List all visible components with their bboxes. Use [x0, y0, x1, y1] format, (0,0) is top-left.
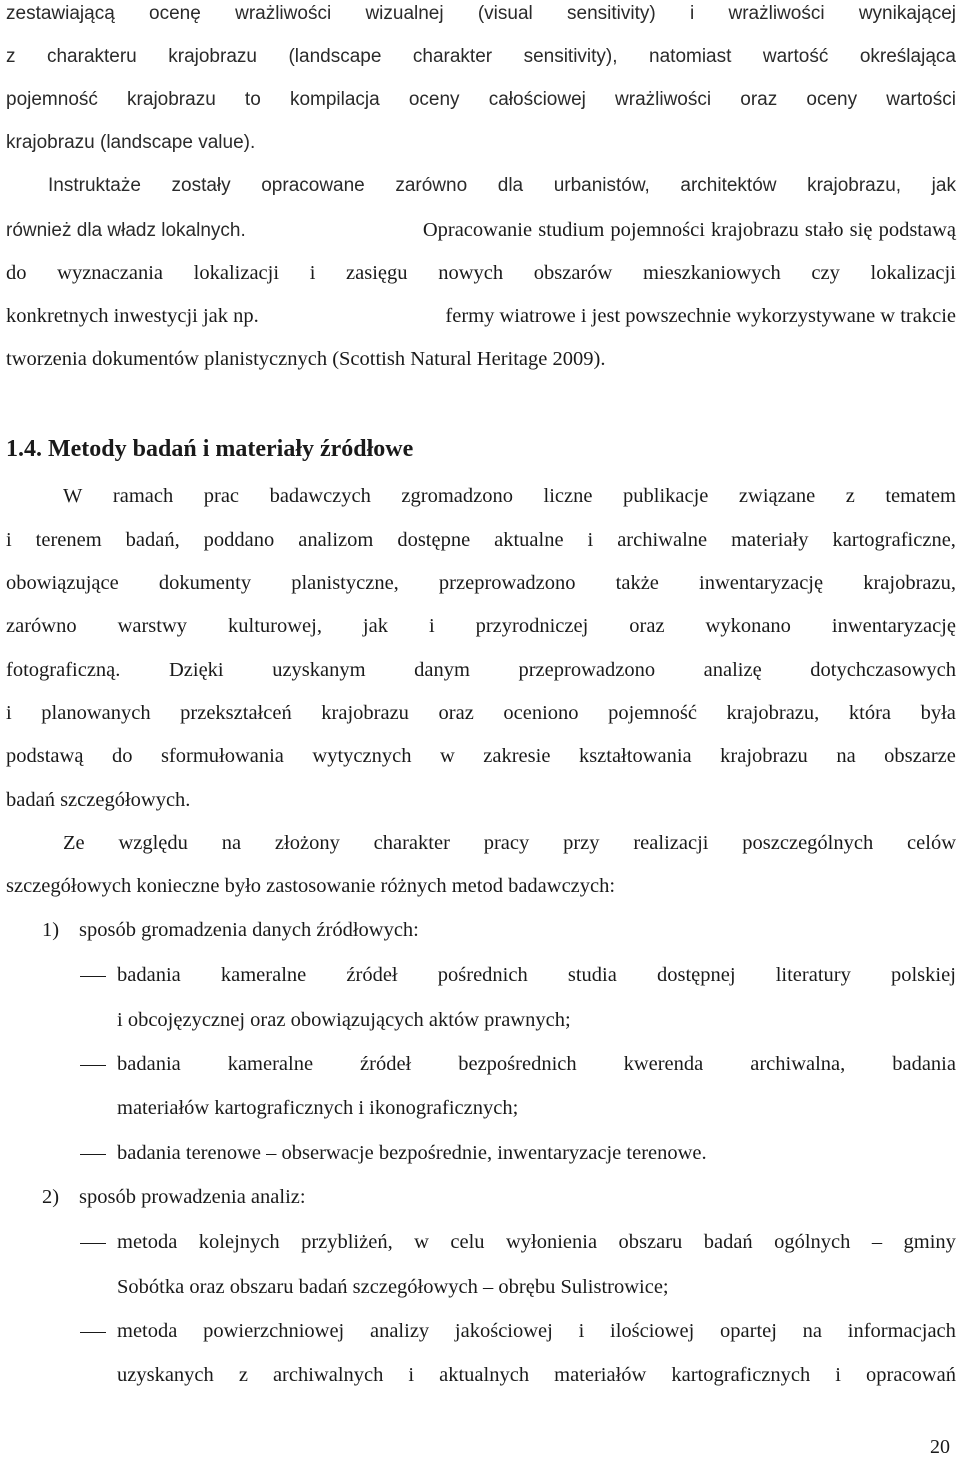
word: liczne: [543, 485, 593, 507]
word: kartograficznych: [671, 1364, 811, 1386]
word: źródeł: [346, 964, 398, 986]
word: badań: [703, 1231, 753, 1253]
word: gminy: [903, 1231, 956, 1253]
word: źródeł: [360, 1053, 412, 1075]
word: badania: [117, 964, 181, 986]
word: terenem: [35, 529, 102, 551]
word: to: [244, 89, 261, 110]
paragraph-3-line: [6, 530, 956, 551]
word: tematem: [885, 485, 956, 507]
paragraph-1-line: krajobrazu (landscape value).: [6, 132, 256, 153]
paragraph-4-line: [63, 833, 956, 854]
word: dostępne: [397, 529, 471, 551]
paragraph-2-sans-fragment: również dla władz lokalnych.: [6, 220, 246, 241]
word: zostały: [171, 175, 231, 196]
paragraph-3-line: [6, 573, 956, 594]
word: bezpośrednich: [458, 1053, 577, 1075]
word: czy: [811, 262, 840, 284]
paragraph-3-line: [6, 703, 956, 724]
word: opracowane: [261, 175, 365, 196]
word: i: [6, 529, 12, 551]
word: wyznaczania: [57, 262, 163, 284]
word: studia: [567, 964, 617, 986]
word: pracy: [483, 832, 530, 854]
word: jak: [931, 175, 956, 196]
word: kameralne: [220, 964, 307, 986]
list-item-line: Sobótka oraz obszaru badań szczegółowych – obrębu Sulistrowice;: [117, 1276, 669, 1298]
word: była: [920, 702, 956, 724]
list-item-line: [117, 965, 956, 986]
word: analizy: [369, 1320, 430, 1342]
word: celu: [450, 1231, 485, 1253]
list-item-line: [117, 1365, 956, 1386]
list-title: sposób prowadzenia analiz:: [79, 1186, 306, 1208]
word: badania: [117, 1053, 181, 1075]
paragraph-2-line: [48, 176, 956, 195]
word: i: [578, 1320, 585, 1342]
word: oceny: [806, 89, 858, 110]
word: pośrednich: [437, 964, 528, 986]
word: dotychczasowych: [810, 659, 956, 681]
word: zgromadzono: [401, 485, 513, 507]
word: danym: [414, 659, 470, 681]
word: wizualnej: [365, 3, 444, 24]
word: oceniono: [503, 702, 579, 724]
paragraph-1-line: [6, 47, 956, 66]
word: publikacje: [623, 485, 709, 507]
word: wrażliwości: [235, 3, 332, 24]
word: i: [587, 529, 594, 551]
word: przybliżeń,: [301, 1231, 393, 1253]
word: celów: [907, 832, 956, 854]
word: aktualne: [494, 529, 564, 551]
list-item-line: [117, 1232, 956, 1253]
paragraph-2-line: tworzenia dokumentów planistycznych (Scottish Natural Heritage 2009).: [6, 348, 606, 370]
word: kompilacja: [289, 89, 380, 110]
word: i: [408, 1364, 415, 1386]
word: kolejnych: [198, 1231, 280, 1253]
word: przekształceń: [180, 702, 292, 724]
word: jak: [362, 615, 388, 637]
bullet-dash: [80, 1154, 106, 1155]
word: dostępnej: [656, 964, 736, 986]
word: warstwy: [117, 615, 188, 637]
word: na: [221, 832, 242, 854]
paragraph-3-line: [63, 486, 956, 507]
word: opracowań: [866, 1364, 956, 1386]
word: kameralne: [227, 1053, 314, 1075]
word: z: [845, 485, 855, 507]
paragraph-1-line: [6, 90, 956, 109]
word: kulturowej,: [228, 615, 322, 637]
word: na: [836, 745, 856, 767]
word: podstawą: [6, 745, 84, 767]
bullet-dash: [80, 1332, 106, 1333]
word: architektów: [680, 175, 777, 196]
word: w: [414, 1231, 429, 1253]
word: krajobrazu,: [807, 175, 902, 196]
word: metoda: [117, 1320, 178, 1342]
list-item-line: badania terenowe – obserwacje bezpośrednie, inwentaryzacje terenowe.: [117, 1142, 707, 1164]
word: planistyczne,: [291, 572, 399, 594]
paragraph-3-line: [6, 660, 956, 681]
word: dokumenty: [158, 572, 252, 594]
word: Instruktaże: [48, 175, 141, 196]
word: i: [428, 615, 435, 637]
paragraph-2-mixed-line: [6, 220, 956, 241]
word: lokalizacji: [870, 262, 956, 284]
word: obszaru: [618, 1231, 683, 1253]
bullet-dash: [80, 1065, 106, 1066]
word: ocenę: [149, 3, 201, 24]
paragraph-3-line: [6, 746, 956, 767]
word: poszczególnych: [742, 832, 874, 854]
word: krajobrazu: [321, 702, 409, 724]
word: krajobrazu,: [863, 572, 956, 594]
word: oraz: [740, 89, 778, 110]
page-number: 20: [930, 1436, 950, 1458]
word: literatury: [775, 964, 851, 986]
word: krajobrazu,: [726, 702, 820, 724]
word: prac: [203, 485, 240, 507]
word: kształtowania: [578, 745, 692, 767]
word: (visual: [477, 3, 533, 24]
word: oraz: [438, 702, 474, 724]
list-item-line: [117, 1054, 956, 1075]
word: informacjach: [847, 1320, 956, 1342]
word: obszarów: [533, 262, 613, 284]
word: uzyskanych: [117, 1364, 214, 1386]
word: planowanych: [41, 702, 151, 724]
paragraph-3-line: badań szczegółowych.: [6, 789, 191, 811]
word: ilościowej: [610, 1320, 695, 1342]
list-item-line: [117, 1321, 956, 1342]
word: polskiej: [890, 964, 956, 986]
word: badawczych: [269, 485, 371, 507]
word: do: [111, 745, 133, 767]
word: złożony: [274, 832, 340, 854]
word: materiały: [731, 529, 809, 551]
word: poddano: [203, 529, 275, 551]
word: opartej: [720, 1320, 777, 1342]
paragraph-2-serif-fragment: konkretnych inwestycji jak np.: [6, 305, 259, 327]
word: oraz: [629, 615, 665, 637]
word: krajobrazu: [168, 46, 257, 67]
bullet-dash: [80, 1243, 106, 1244]
list-title: sposób gromadzenia danych źródłowych:: [79, 919, 419, 941]
word: archiwalne: [617, 529, 708, 551]
word: z: [238, 1364, 248, 1386]
word: materiałów: [554, 1364, 647, 1386]
word: względu: [118, 832, 188, 854]
paragraph-1-line: [6, 4, 956, 23]
paragraph-2-line: [6, 263, 956, 284]
paragraph-2-serif-fragment: fermy wiatrowe i jest powszechnie wykorzystywane w trakcie: [445, 305, 956, 327]
word: charakter: [412, 46, 493, 67]
word: badań,: [125, 529, 180, 551]
word: i: [689, 3, 695, 24]
word: aktualnych: [439, 1364, 530, 1386]
word: Dzięki: [168, 659, 224, 681]
word: ramach: [112, 485, 174, 507]
word: przeprowadzono: [438, 572, 576, 594]
word: powierzchniowej: [203, 1320, 345, 1342]
word: obszarze: [884, 745, 956, 767]
word: kwerenda: [623, 1053, 704, 1075]
word: obowiązujące: [6, 572, 119, 594]
word: W: [63, 485, 83, 507]
word: inwentaryzację: [699, 572, 824, 594]
word: archiwalnych: [272, 1364, 384, 1386]
word: charakteru: [46, 46, 137, 67]
word: kartograficzne,: [832, 529, 956, 551]
word: sensitivity),: [523, 46, 618, 67]
paragraph-3-line: [6, 616, 956, 637]
word: zestawiającą: [6, 3, 115, 24]
word: analizom: [298, 529, 374, 551]
list-number: 2): [42, 1186, 60, 1208]
word: także: [615, 572, 659, 594]
word: związane: [738, 485, 816, 507]
word: natomiast: [649, 46, 732, 67]
word: metoda: [117, 1231, 178, 1253]
word: krajobrazu: [127, 89, 216, 110]
word: i: [6, 702, 12, 724]
word: określająca: [859, 46, 956, 67]
word: wynikającej: [858, 3, 956, 24]
word: pojemność: [6, 89, 98, 110]
word: badania: [892, 1053, 956, 1075]
paragraph-2-serif-fragment: Opracowanie studium pojemności krajobrazu stało się podstawą: [422, 219, 956, 241]
word: wartości: [886, 89, 956, 110]
word: zarówno: [6, 615, 77, 637]
word: lokalizacji: [193, 262, 280, 284]
word: wartość: [762, 46, 829, 67]
word: krajobrazu: [720, 745, 808, 767]
word: ogólnych: [774, 1231, 851, 1253]
word: (landscape: [288, 46, 382, 67]
word: wykonano: [705, 615, 791, 637]
word: z: [6, 46, 16, 67]
word: nowych: [438, 262, 504, 284]
word: sformułowania: [160, 745, 284, 767]
word: oceny: [408, 89, 460, 110]
bullet-dash: [80, 976, 106, 977]
word: Ze: [63, 832, 85, 854]
word: archiwalna,: [750, 1053, 846, 1075]
word: zakresie: [483, 745, 551, 767]
word: analizę: [703, 659, 762, 681]
list-item-line: i obcojęzycznej oraz obowiązujących aktów prawnych;: [117, 1009, 571, 1031]
word: całościowej: [488, 89, 586, 110]
word: wrażliwości: [728, 3, 825, 24]
word: która: [848, 702, 891, 724]
word: wytycznych: [312, 745, 412, 767]
word: w: [439, 745, 455, 767]
word: dla: [497, 175, 524, 196]
word: jakościowej: [454, 1320, 553, 1342]
word: fotograficzną.: [6, 659, 121, 681]
word: inwentaryzację: [831, 615, 956, 637]
word: realizacji: [633, 832, 709, 854]
word: przyrodniczej: [475, 615, 589, 637]
word: mieszkaniowych: [642, 262, 781, 284]
word: wyłonienia: [505, 1231, 598, 1253]
word: i: [835, 1364, 841, 1386]
list-number: 1): [42, 919, 60, 941]
paragraph-2-mixed-line: [6, 306, 956, 327]
word: urbanistów,: [553, 175, 650, 196]
word: na: [802, 1320, 823, 1342]
word: wrażliwości: [615, 89, 712, 110]
word: –: [871, 1231, 883, 1253]
section-heading: 1.4. Metody badań i materiały źródłowe: [6, 436, 414, 462]
paragraph-4-line: szczegółowych konieczne było zastosowanie różnych metod badawczych:: [6, 875, 616, 897]
word: przy: [563, 832, 600, 854]
word: uzyskanym: [272, 659, 366, 681]
word: pojemność: [608, 702, 697, 724]
word: do: [6, 262, 27, 284]
word: przeprowadzono: [518, 659, 656, 681]
word: sensitivity): [567, 3, 656, 24]
word: zasięgu: [346, 262, 408, 284]
word: charakter: [373, 832, 450, 854]
list-item-line: materiałów kartograficznych i ikonograficznych;: [117, 1097, 519, 1119]
word: i: [309, 262, 316, 284]
word: zarówno: [395, 175, 468, 196]
